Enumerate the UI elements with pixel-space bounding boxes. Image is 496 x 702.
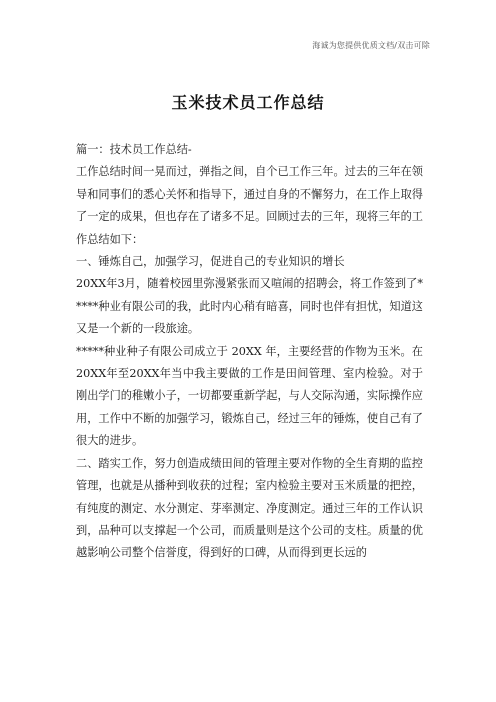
paragraph-section-2: 二、踏实工作，努力创造成绩田间的管理主要对作物的全生育期的监控管理，也就是从播种到收获的过程；室内检验主要对玉米质量的把控，有纯度的测定、水分测定、芽率测定、净度测定。通过三年的工作认识到，品种可以支撑起一个公司，而质量则是这个公司的支柱。质量的优越影响公司整个信誉度，得到好的口碑，从而得到更长远的 [76,456,423,560]
paragraph-subtitle: 篇一：技术员工作总结- [76,143,192,156]
paragraph-hiring: 20XX年3月，随着校园里弥漫紧张而又喧闹的招聘会，将工作签到了*****种业有限公司的我，此时内心稍有暗喜，同时也伴有担忧，知道这又是一个新的一段旅途。 [76,277,423,336]
document-title: 玉米技术员工作总结 [171,93,325,112]
document-body [76,139,423,565]
section-heading-1: 一、锤炼自己，加强学习，促进自己的专业知识的增长 [76,255,345,269]
header-note: 海诚为您提供优质文档/双击可除 [312,41,430,50]
paragraph-company: *****种业种子有限公司成立于 20XX 年，主要经营的作物为玉米。在20XX年至20XX年当中我主要做的工作是田间管理、室内检验。对于刚出学门的稚嫩小子，一切都要重新学起，与人交际沟通，实际操作应用，工作中不断的加强学习，锻炼自己，经过三年的锤炼，使自己有了很大的进步。 [76,344,423,448]
paragraph-intro: 工作总结时间一晃而过，弹指之间，自个已工作三年。过去的三年在领导和同事们的悉心关怀和指导下，通过自身的不懈努力，在工作上取得了一定的成果，但也存在了诸多不足。回顾过去的三年，现将三年的工作总结如下： [76,165,423,246]
